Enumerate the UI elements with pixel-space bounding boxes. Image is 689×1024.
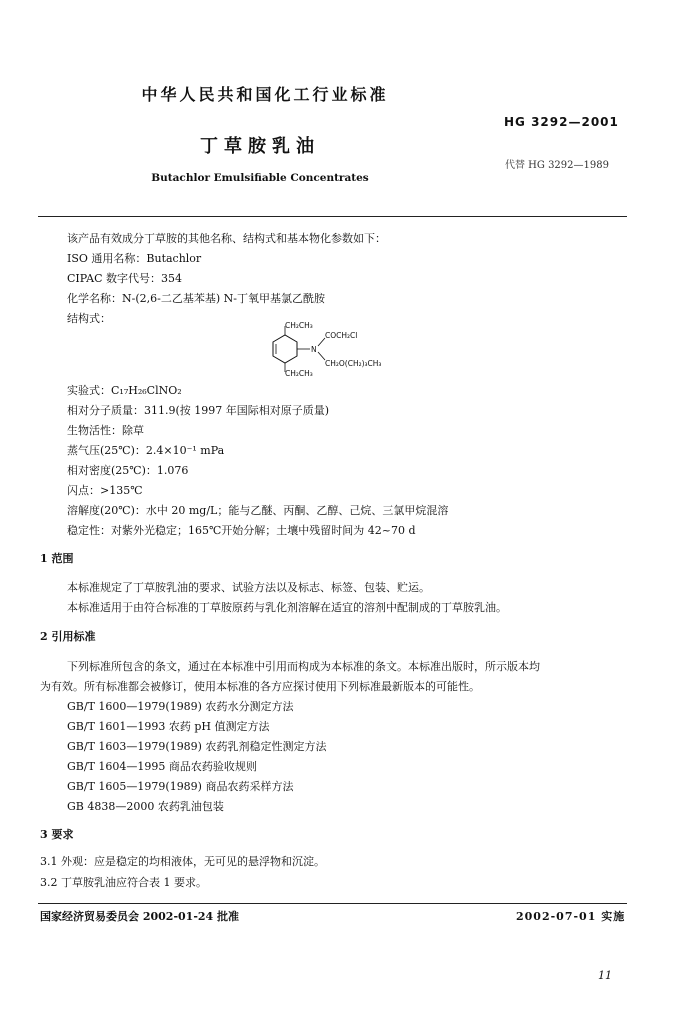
english-title: Butachlor Emulsifiable Concentrates [151, 172, 369, 184]
property-line: 闪点：>135℃ [67, 484, 143, 497]
structure-ether: CH₂O(CH₂)₃CH₃ [325, 359, 382, 368]
reference-item: GB/T 1605—1979(1989) 商品农药采样方法 [67, 780, 294, 793]
structure-group-top: CH₂CH₃ [285, 321, 313, 330]
property-line: 生物活性：除草 [67, 424, 144, 437]
reference-item: GB 4838—2000 农药乳油包装 [67, 800, 224, 813]
paragraph: 本标准规定了丁草胺乳油的要求、试验方法以及标志、标签、包装、贮运。 [67, 581, 430, 594]
property-line: 溶解度(20℃)：水中 20 mg/L；能与乙醚、丙酮、乙醇、己烷、三氯甲烷混溶 [67, 504, 449, 517]
property-line: 实验式：C₁₇H₂₆ClNO₂ [67, 384, 182, 397]
intro-line: ISO 通用名称：Butachlor [67, 252, 202, 265]
paragraph: 本标准适用于由符合标准的丁草胺原药与乳化剂溶解在适宜的溶剂中配制成的丁草胺乳油。 [67, 601, 507, 614]
property-line: 相对密度(25℃)：1.076 [67, 464, 189, 477]
replaces-standard: 代替 HG 3292—1989 [505, 160, 609, 171]
intro-line: 结构式： [67, 312, 111, 325]
intro-line: CIPAC 数字代号：354 [67, 272, 183, 285]
property-line: 相对分子质量：311.9(按 1997 年国际相对原子质量) [67, 404, 330, 417]
standard-code: HG 3292—2001 [504, 115, 619, 129]
footer-rule [38, 903, 627, 904]
intro-line: 化学名称：N-(2,6-二乙基苯基) N-丁氧甲基氯乙酰胺 [67, 292, 325, 305]
header-rule [38, 216, 627, 217]
property-line: 稳定性：对紫外光稳定；165℃开始分解；土壤中残留时间为 42~70 d [67, 524, 416, 537]
requirement-item: 3.2 丁草胺乳油应符合表 1 要求。 [40, 876, 207, 889]
paragraph: 下列标准所包含的条文，通过在本标准中引用而构成为本标准的条文。本标准出版时，所示版本均 [67, 660, 540, 673]
approval-line: 国家经济贸易委员会 2002-01-24 批准 [40, 910, 240, 923]
requirement-item: 3.1 外观：应是稳定的均相液体，无可见的悬浮物和沉淀。 [40, 855, 325, 868]
paragraph: 为有效。所有标准都会被修订，使用本标准的各方应探讨使用下列标准最新版本的可能性。 [40, 680, 480, 693]
property-line: 蒸气压(25℃)：2.4×10⁻¹ mPa [67, 444, 225, 457]
section-heading: 1 范围 [40, 552, 74, 565]
document-title: 丁草胺乳油 [200, 136, 320, 157]
structure-nitrogen: N [311, 345, 317, 354]
reference-item: GB/T 1601—1993 农药 pH 值测定方法 [67, 720, 270, 733]
intro-line: 该产品有效成分丁草胺的其他名称、结构式和基本物化参数如下： [67, 232, 386, 245]
section-heading: 2 引用标准 [40, 630, 96, 643]
reference-item: GB/T 1603—1979(1989) 农药乳剂稳定性测定方法 [67, 740, 327, 753]
structure-carbonyl: COCH₂Cl [325, 331, 358, 340]
benzene-ring-icon [273, 335, 297, 363]
reference-item: GB/T 1604—1995 商品农药验收规则 [67, 760, 257, 773]
structural-formula [255, 318, 405, 380]
standard-organization: 中华人民共和国化工行业标准 [141, 85, 389, 104]
implementation-date: 2002-07-01 实施 [516, 910, 626, 923]
reference-item: GB/T 1600—1979(1989) 农药水分测定方法 [67, 700, 294, 713]
section-heading: 3 要求 [40, 828, 74, 841]
page-number: 11 [598, 969, 612, 982]
structure-group-bottom: CH₂CH₃ [285, 369, 313, 378]
